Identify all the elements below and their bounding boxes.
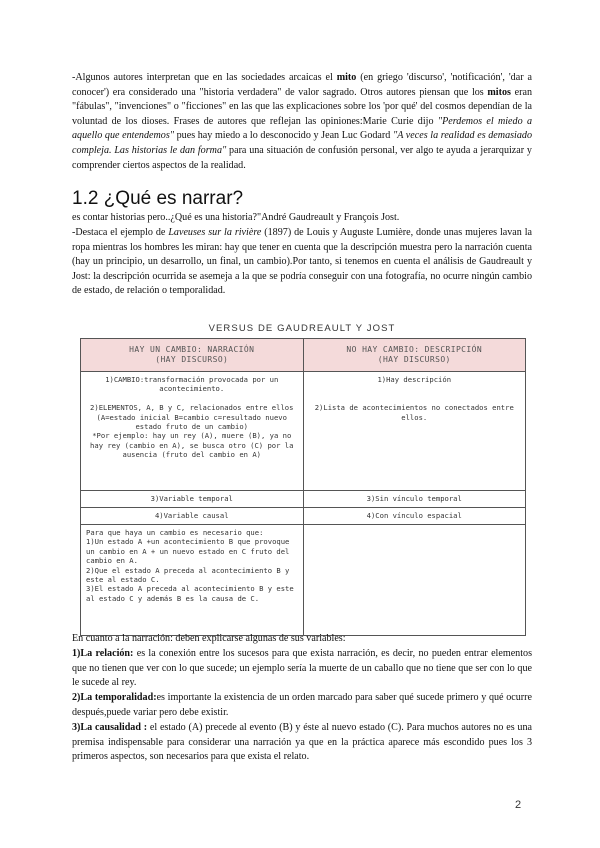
variable-relacion [72, 647, 532, 691]
label-causalidad: 3)La causalidad : [72, 722, 148, 733]
cell-narracion-1: 1)CAMBIO:transformación provocada por un acontecimiento. 2)ELEMENTOS, A, B y C, relacionados entre ellos (A=estado inicial B=cambio c=resultado nuevo estado fruto de un cambio) *Por ejemplo: hay un rey (A), muere (B), ya no hay rey (cambio en A), se busca otro (C) por la ausencia (fruto del cambio en A) [81, 372, 304, 491]
section-heading: 1.2 ¿Qué es narrar? [72, 188, 244, 209]
example-text-1: -Destaca el ejemplo de [72, 227, 169, 238]
text-relacion: es la conexión entre los sucesos para que exista narración, es decir, no pueden entrar elementos que no tienen que ver con lo que sucede; un ejemplo sería la muerte de un caballo que no tiene que ser con lo que le sucede al rey. [72, 648, 532, 689]
term-mito: mito [336, 72, 357, 83]
cell-descripcion-4 [303, 525, 526, 636]
page-number: 2 [515, 799, 522, 811]
variable-temporalidad [72, 691, 532, 720]
film-title: Laveuses sur la rivière [168, 227, 262, 238]
label-temporalidad: 2)La temporalidad: [72, 692, 157, 703]
definition-line: es contar historias pero..¿Qué es una historia?"André Gaudreault y François Jost. [72, 212, 400, 223]
label-relacion: 1)La relación: [72, 648, 134, 659]
table-title: VERSUS DE GAUDREAULT Y JOST [208, 323, 396, 334]
quote-godard: "A veces la realidad es demasiado compleja. Las historias le dan forma" [72, 130, 532, 156]
intro-text-2: (en griego 'discurso', 'notificación', 'dar a conocer') era considerado una "historia verdadera" de valor sagrado. Otros autores piensan que los [72, 72, 532, 98]
cell-narracion-4: Para que haya un cambio es necesario que: 1)Un estado A +un acontecimiento B que provoque un cambio en A + un nuevo estado en C fruto del cambio en A. 2)Que el estado A preceda al acontecimiento B y este al estado C. 3)El estado A preceda al acontecimiento B y este al estado C y además B es la causa de C. [81, 525, 304, 636]
term-mitos: mitos [487, 86, 511, 98]
example-paragraph [72, 226, 532, 299]
intro-text-5: para una situación de confusión personal, ver algo te ayuda a jerarquizar y comprender ciertos aspectos de la realidad. [72, 144, 532, 171]
intro-paragraph [72, 71, 532, 173]
intro-text-3: eran "fábulas", "invenciones" o "ficciones" en las que las explicaciones sobre los 'por qué' del cosmos dependían de la voluntad de los dioses. Frases de autores que reflejan las opiniones:Marie Curie dijo [72, 86, 532, 127]
intro-text-4: pues hay miedo a lo desconocido y Jean Luc Godard [174, 130, 393, 142]
narracion-intro: En cuanto a la narración: deben explicarse algunas de sus variables: [72, 633, 346, 644]
cell-narracion-2: 3)Variable temporal [81, 491, 304, 508]
comparison-table [80, 338, 526, 636]
text-causalidad: el estado (A) precede al evento (B) y éste al nuevo estado (C). Para muchos autores no es una premisa indispensable para considerar una narración ya que en la práctica aparece más escondido pues los 3 primeros aspectos, son necesarios para que exista el relato. [72, 722, 532, 763]
text-temporalidad: es importante la existencia de un orden marcado para saber qué sucede primero y qué ocurre después,puede variar pero debe existir. [72, 692, 532, 718]
cell-narracion-3: 4)Variable causal [81, 508, 304, 525]
cell-descripcion-2: 3)Sin vínculo temporal [303, 491, 526, 508]
cell-descripcion-1: 1)Hay descripción 2)Lista de acontecimientos no conectados entre ellos. [303, 372, 526, 491]
variable-causalidad [72, 721, 532, 765]
quote-curie: "Perdemos el miedo a aquello que entendemos" [72, 115, 532, 142]
example-text-2: (1897) de Louis y Auguste Lumière, donde unas mujeres lavan la ropa mientras los hombres les miran: hay que tener en cuenta que la descripción muestra pero la narración cuenta (hay un principio, un desarrollo, un final, un cambio).Por tanto, si tenemos en cuenta el análisis de Gaudreault y Jost: la descripción ocurrida se asemeja a la que se podría conseguir con una fotografía, no ocurre ningún cambio de estado, de relación o temporalidad. [72, 227, 533, 297]
header-descripcion: NO HAY CAMBIO: DESCRIPCIÓN (HAY DISCURSO) [303, 339, 526, 372]
header-narracion: HAY UN CAMBIO: NARRACIÓN (HAY DISCURSO) [81, 339, 304, 372]
intro-text-1: -Algunos autores interpretan que en las sociedades arcaicas el [72, 72, 337, 83]
cell-descripcion-3: 4)Con vínculo espacial [303, 508, 526, 525]
